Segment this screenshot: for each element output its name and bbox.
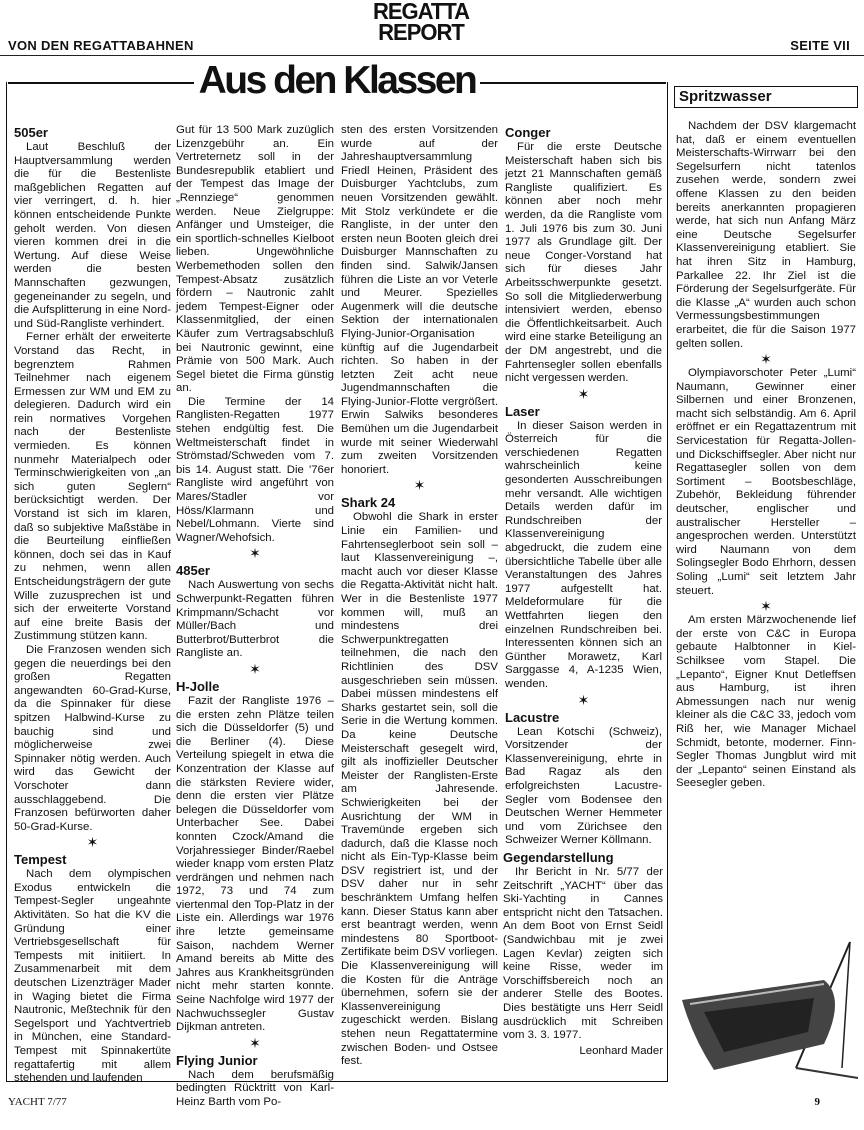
logo-line-1: REGATTA xyxy=(372,0,470,25)
banner-rule-left xyxy=(8,82,194,84)
heading-flying-junior: Flying Junior xyxy=(176,1052,258,1068)
column-3 xyxy=(341,124,498,1069)
paragraph: Ferner erhält der erweiterte Vorstand das Recht, in begrenztem Rahmen Teilnehmer nach eigenem Ermessen zur WM und EM zu delegieren. Dadurch wird ein rein normatives Vorgehen nach der Bestenliste vermieden. Es können nunmehr Materialpech oder Terminschwierigkeiten von „an sich guten Seglern“ berücksichtigt werden. Der Vorstand ist sich im klaren, daß so subjektive Maßstäbe in die Beurteilung einfließen können, doch sei das in Kauf zu nehmen, wenn allen Entscheidungsträgern der gute Wille zuzusprechen ist und sich der erweiterte Vorstand auf eine breite Basis der Zustimmung stützen kann. xyxy=(14,331,171,643)
paragraph: Am ersten Märzwochenende lief der erste von C&C in Europa gebaute Halbtonner in Kiel-Schilksee vom Stapel. Die „Lepanto“, Eigner Knut Detleffsen aus Hamburg, ist ihren Abmessungen nach nur wenig kleiner als die C&C 33, jedoch vom Riß her, wie Manager Michael Schmidt, betonte, moderner. Finn-Segler Thomas Jungblut wird mit der „Lepanto“ seinen Einstand als Seesegler geben. xyxy=(676,614,856,790)
star-separator: ✶ xyxy=(760,598,772,615)
star-separator: ✶ xyxy=(577,385,590,402)
star-separator: ✶ xyxy=(249,660,261,677)
heading-485er: 485er xyxy=(176,563,210,579)
paragraph: Nach dem berufsmäßig bedingten Rücktritt von Karl-Heinz Barth vom Po- xyxy=(176,1068,334,1108)
paragraph: Für die erste Deutsche Meisterschaft haben sich bis jetzt 21 Mannschaften gemäß Rangliste qualifiziert. Es können aber noch mehr werden, da die Rangliste vom 1. Juli 1976 bis zum 30. Juni 1977 als Grundlage gilt. Der neue Conger-Vorstand hat sich für dieses Jahr Arbeitsschwerpunkte gesetzt. So soll die Mitgliederwerbung intensiviert werden, ebenso die Öffentlichkeitsarbeit. Auch wird eine starke Beteiligung an der DM angestrebt, und die Fahrtensegler sollen ebenfalls nicht vergessen werden. xyxy=(505,141,662,385)
paragraph: Nachdem der DSV klargemacht hat, daß er einem eventuellen Meisterschafts-Wirrwarr bei den Segelsurfern nicht tatenlos zusehen werde, sondern zwei offene Klassen zu den beiden bereits anerkannten propagieren werde, hat sich nun Anfang März eine Deutsche Segelsurfer Klassenvereinigung etabliert. Sie hat ihren Sitz in Hamburg, Parkallee 22. Ihr Ziel ist die Förderung der Segelsurfgeräte. Für die Klasse „A“ wurden auch schon Vermessungsbestimmungen erarbeitet, die für die Saison 1977 gelten sollen. xyxy=(676,120,856,350)
heading-laser: Laser xyxy=(505,403,540,419)
banner-rule-right xyxy=(480,82,666,84)
signature: Leonhard Mader xyxy=(579,1044,663,1057)
heading-h-jolle: H-Jolle xyxy=(176,678,220,694)
paragraph: Obwohl die Shark in erster Linie ein Familien- und Fahrtenseglerboot sein soll – laut Klassenvereinigung –, macht auch vor dieser Klasse die Regatta-Aktivität nicht halt. Wer in die Bestenliste 1977 kommen will, muß an mindestens drei Schwerpunktregatten teilnehmen, die nach den Richtlinien des DSV ausgeschrieben sein müssen. Dabei müssen mindestens elf Sharks gestartet sein, soll die Serie in die Wertung kommen. Da keine Deutsche Meisterschaft gesegelt wird, gilt als inoffizieller Deutscher Meister der Ranglisten-Erste am Jahresende. Schwierigkeiten bei der Ausrichtung der WM in Travemünde ergeben sich dadurch, daß die Klasse noch nicht als Ein-Typ-Klasse beim DSV registriert ist, und der DSV daher nur in sehr beschränktem Umfang helfen kann. Dieser Status kann aber erst beantragt werden, wenn mindestens 80 Sportboot-Zertifikate beim DSV vorliegen. Die Klassenvereinigung will die Kosten für die Anträge übernehmen, sofern sie der Klassenvereinigung zugeschickt werden. Bislang stehen neun Regattatermine zwischen Boden- und Ostsee fest. xyxy=(341,511,498,1068)
heading-505er: 505er xyxy=(14,125,48,140)
heading-conger: Conger xyxy=(505,125,551,140)
paragraph: Fazit der Rangliste 1976 – die ersten zehn Plätze teilen sich die Düsseldorfer (5) und die Berliner (4). Diese Verteilung spiegelt in etwa die Konzentration der Klasse auf die stärksten Reviere wider, denn die ersten vier Plätze belegen die Düsseldorfer vom Unterbacher See. Dabei konnten Czock/Amand die Vorjahressieger Binder/Raebel wieder knapp vom ersten Platz verdrängen und nehmen nach 1972, 73 und 74 zum viertenmal den Top-Platz in der Liste ein. Allerdings war 1976 ihre letzte gemeinsame Saison, nachdem Werner Amand bereits ab Mitte des Jahres aus Krankheitsgründen nicht mehr starten konnte. Seine Nachfolge wird 1977 der Nachwuchssegler Gustav Dijkman antreten. xyxy=(176,694,334,1034)
paragraph: Laut Beschluß der Hauptversammlung werden die für die Bestenliste maßgeblichen Regatten auf vier verringert, d. h. hier können entscheidende Punkte geholt werden. Von diesen vieren kommen drei in die Wertung. Auf diese Weise werden die besten Mannschaften gezwungen, gegeneinander zu segeln, und die Aufsplitterung in eine Nord- und Süd-Rangliste verhindert. xyxy=(14,141,171,330)
star-separator: ✶ xyxy=(760,351,772,368)
page-number: 9 xyxy=(814,1096,820,1108)
paragraph: Lean Kotschi (Schweiz), Vorsitzender der Klassenvereinigung, ehrte in Bad Ragaz als den erfolgreichsten Lacustre-Segler vom Bodensee den Deutschen Werner Hemmeter und vom Zürichsee den Schweizer Werner Köllmann. xyxy=(505,725,662,847)
heading-tempest: Tempest xyxy=(14,852,67,868)
column-4 xyxy=(505,123,662,848)
page-title: Aus den Klassen xyxy=(198,59,476,102)
star-separator: ✶ xyxy=(413,477,426,494)
paragraph: Nach dem olympischen Exodus entwickeln die Tempest-Segler ungeahnte Aktivitäten. So hat die KV die Gründung einer Vertriebsgesellschaft für Tempests mit initiiert. In Zusammenarbeit mit dem deutschen Lizenzträger Mader in Waging bietet die Firma Nautronic, Meßtechnik für den Segelsport und Yachtvertrieb in München, eine Standard-Tempest mit Spinnakertüte regattafertig mit allem stehenden und laufenden xyxy=(14,868,171,1085)
heading-gegendarstellung: Gegendarstellung xyxy=(503,850,614,865)
footer-issue: YACHT 7/77 xyxy=(8,1096,67,1108)
heading-lacustre: Lacustre xyxy=(505,709,560,725)
star-separator: ✶ xyxy=(249,545,261,562)
heading-shark-24: Shark 24 xyxy=(341,495,396,511)
star-separator: ✶ xyxy=(86,834,99,851)
paragraph: Die Termine der 14 Ranglisten-Regatten 1977 stehen endgültig fest. Die Weltmeisterschaft findet in Strömstad/Schweden vom 7. bis 14. August statt. Die '76er Rangliste wird angeführt von Mares/Stadler vor Höss/Klarmann und Nebel/Lohmann. Vierte sind Wagner/Wehofsich. xyxy=(176,395,334,544)
section-header: VON DEN REGATTABAHNEN xyxy=(8,38,194,53)
counter-statement-box xyxy=(503,850,663,1080)
sidebar-title: Spritzwasser xyxy=(674,86,858,108)
paragraph: Olympiavorschoter Peter „Lumi“ Naumann, Gewinner einer Silbernen und einer Bronzenen, macht sich selbständig. Am 6. April eröffnet er ein Regattazentrum mit Servicestation für Regatta-Jollen- und Dickschiffsegler. Aber nicht nur Regattasegler sollen von dem Sortiment – Bootsbeschläge, Zubehör, Bekleidung führender deutscher, englischer und australischer Hersteller – angesprochen werden. Unterstützt wird Naumann von dem Solingsegler Bodo Ehrhorn, dessen Soling „Lumi“ seit letztem Jahr steuert. xyxy=(676,367,856,597)
logo-line-2: REPORT xyxy=(378,18,464,46)
paragraph: Nach Auswertung von sechs Schwerpunkt-Regatten führen Krimpmann/Schacht vor Müller/Bach und Butterbrot/Butterbrot die Rangliste an. xyxy=(176,579,334,660)
paragraph: Die Franzosen wenden sich gegen die neuerdings bei den großen Regatten angewandten 60-Grad-Kurse, da die Spinnaker für diese spitzen Halbwind-Kurse zu bauchig sind und möglicherweise zwei Spinnaker nötig werden. Auch wird das Gewicht der Vorschoter dann ausschlaggebend. Die Franzosen befürworten daher 50-Grad-Kurse. xyxy=(14,643,171,833)
sidebar-body xyxy=(676,120,856,791)
paragraph: sten des ersten Vorsitzenden wurde auf der Jahreshauptversammlung Friedl Heinen, Präsident des Duisburger Yachtclubs, zum neuen Vorsitzenden gewählt. Mit Stolz verkündete er die Rangliste, in der unter den ersten neun Booten gleich drei Duisburger Mannschaften zu finden sind. Salwik/Jansen führen die Liste an vor Veterle und Meurer. Spezielles Augenmerk will die deutsche Sektion der internationalen Flying-Junior-Organisation künftig auf die Jugendarbeit richten. So haben in der letzten Zeit acht neue Jugendmannschaften die Flying-Junior-Flotte vergrößert. Erwin Salwiks besonderes Bemühen um die Jugendarbeit wurde mit seiner Wiederwahl zum zweiten Vorsitzenden honoriert. xyxy=(341,124,498,476)
paragraph: Ihr Bericht in Nr. 5/77 der Zeitschrift „YACHT“ über das Ski-Yachting in Cannes entspricht nicht den Tatsachen. An dem Boot von Ernst Seidl (Sandwichbau mit je zwei Lagen Kevlar) zeigten sich keine Risse, weder im Vorschiffsbereich noch an anderer Stelle des Bootes. Dies bestätigte uns Herr Seidl ausdrücklich mit Schreiben vom 3. 3. 1977. xyxy=(503,866,663,1042)
page-label: SEITE VII xyxy=(790,38,850,53)
star-separator: ✶ xyxy=(577,691,590,708)
sailboat-photo xyxy=(674,940,858,1080)
column-2 xyxy=(176,124,334,1110)
column-1 xyxy=(14,123,171,1086)
star-separator: ✶ xyxy=(249,1034,261,1051)
paragraph: Gut für 13 500 Mark zuzüglich Lizenzgebühr an. Ein Vertreternetz soll in der Bundesrepublik etabliert und der Tempest das Image der „Rennziege“ genommen werden. Neue Zielgruppe: Anfänger und Umsteiger, die ein sportlich-schnelles Kielboot lieben. Ungewöhnliche Werbemethoden sollen den Tempest-Absatz zusätzlich fördern – Nautronic zahlt jedem Tempest-Eigner oder Klassenmitglied, der einen Käufer zum Vertragsabschluß bei Nautronic gewinnt, eine Prämie von 500 Mark. Auch Segel bietet die Firma günstig an. xyxy=(176,124,334,395)
header-rule xyxy=(0,55,864,56)
regatta-report-logo xyxy=(366,0,476,46)
paragraph: In dieser Saison werden in Österreich für die verschiedenen Regatten wahrscheinlich keine gesonderten Ausschreibungen mehr versandt. Alle wichtigen Details werden dafür im Rundschreiben der Klassenvereinigung abgedruckt, die zudem eine übersichtliche Tabelle über alle Veranstaltungen des Jahres 1977 aufgestellt hat. Meldeformulare für die Wettfahrten liegen den einzelnen Rundschreiben bei. Interessenten können sich an Günther Morawetz, Karl Sarggasse 4, A-1235 Wien, wenden. xyxy=(505,419,662,690)
